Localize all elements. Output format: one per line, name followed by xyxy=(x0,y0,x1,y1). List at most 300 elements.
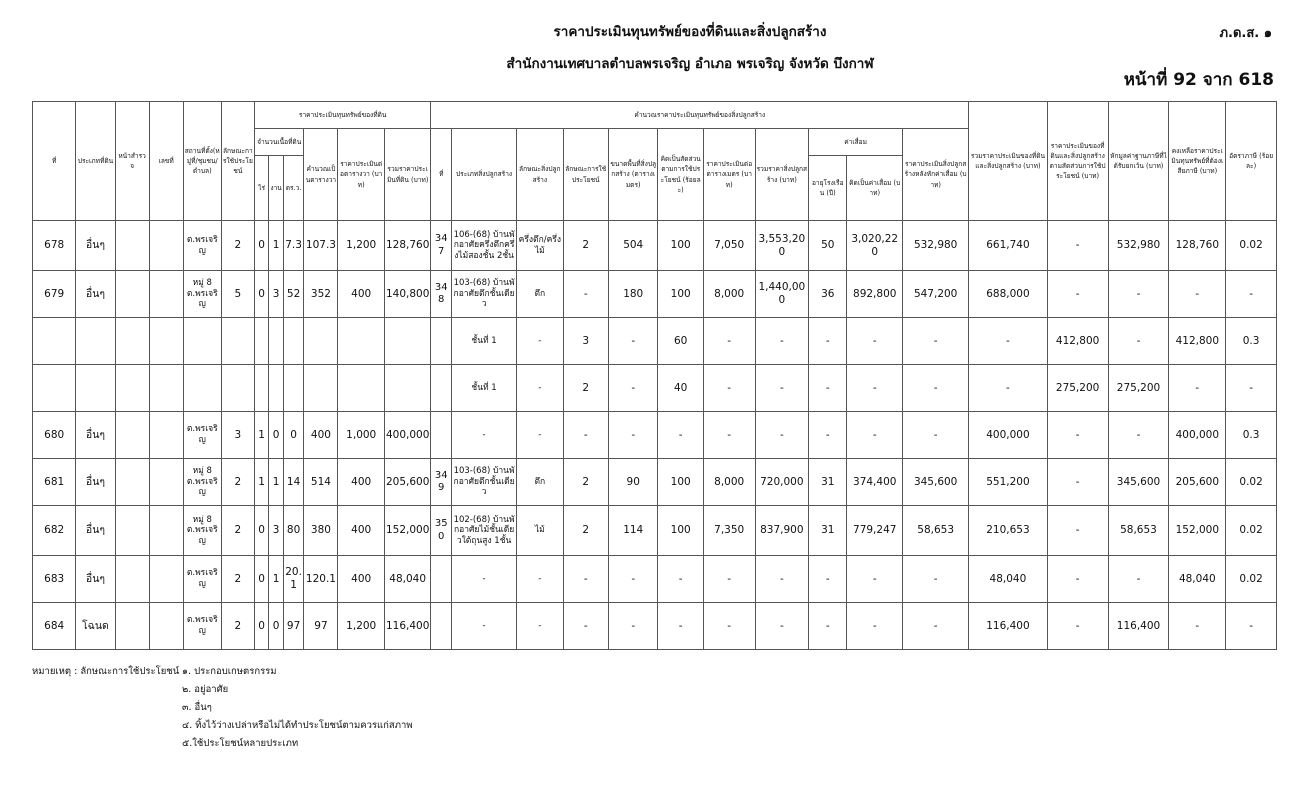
col-remaining: คงเหลือราคาประเมินทุนทรัพย์ที่ต้องเสียภาษี (บาท) xyxy=(1169,102,1226,221)
col-deduction: หักมูลค่าฐานภาษีที่ได้รับยกเว้น (บาท) xyxy=(1108,102,1169,221)
cell-by-use: - xyxy=(1047,271,1108,318)
cell-b-price-sqm: - xyxy=(703,365,755,412)
cell-b-total: - xyxy=(755,412,809,459)
cell-b-use: 2 xyxy=(563,506,608,556)
cell-b-price-sqm: 8,000 xyxy=(703,459,755,506)
cell-page-survey xyxy=(115,271,149,318)
cell-doc-no xyxy=(149,318,183,365)
cell-remaining: - xyxy=(1169,271,1226,318)
cell-b-use: - xyxy=(563,556,608,603)
cell-no: 678 xyxy=(33,221,76,271)
cell-b-price-sqm: - xyxy=(703,318,755,365)
cell-b-after-dep: - xyxy=(903,318,969,365)
cell-remaining: - xyxy=(1169,603,1226,650)
cell-dep-amount: 374,400 xyxy=(847,459,903,506)
cell-price-per-wa xyxy=(338,365,384,412)
cell-b-pct: 40 xyxy=(658,365,703,412)
cell-ngan: 1 xyxy=(269,221,283,271)
cell-b-after-dep: 532,980 xyxy=(903,221,969,271)
cell-b-char: - xyxy=(517,603,563,650)
cell-grand-total: 210,653 xyxy=(969,506,1047,556)
cell-b-char: ไม้ xyxy=(517,506,563,556)
cell-dep-amount: - xyxy=(847,318,903,365)
note-item: ๒. อยู่อาศัย xyxy=(182,684,229,695)
cell-location: ต.พรเจริญ xyxy=(183,556,221,603)
cell-price-per-wa: 400 xyxy=(338,271,384,318)
table-row xyxy=(33,221,1277,271)
cell-b-use: 2 xyxy=(563,459,608,506)
cell-doc-no xyxy=(149,556,183,603)
cell-b-total: 720,000 xyxy=(755,459,809,506)
cell-wa: 97 xyxy=(283,603,304,650)
col-by-use: ราคาประเมินของที่ดินและสิ่งปลูกสร้างตามสัดส่วนการใช้ประโยชน์ (บาท) xyxy=(1047,102,1108,221)
cell-ngan xyxy=(269,318,283,365)
note-item: ๕.ใช้ประโยชน์หลายประเภท xyxy=(182,738,299,749)
cell-wa: 20.1 xyxy=(283,556,304,603)
cell-by-use: - xyxy=(1047,459,1108,506)
cell-tax-rate: 0.3 xyxy=(1226,318,1277,365)
cell-b-char: - xyxy=(517,412,563,459)
cell-remaining: 412,800 xyxy=(1169,318,1226,365)
cell-tax-rate: - xyxy=(1226,271,1277,318)
cell-wa: 80 xyxy=(283,506,304,556)
col-wa: ตร.ว. xyxy=(283,156,304,221)
cell-page-survey xyxy=(115,603,149,650)
cell-page-survey xyxy=(115,506,149,556)
cell-b-after-dep: - xyxy=(903,556,969,603)
cell-b-total: - xyxy=(755,318,809,365)
cell-remaining: 152,000 xyxy=(1169,506,1226,556)
cell-b-type: - xyxy=(452,412,517,459)
cell-b-area: 504 xyxy=(608,221,658,271)
cell-wa: 14 xyxy=(283,459,304,506)
cell-grand-total: 688,000 xyxy=(969,271,1047,318)
cell-tax-rate: 0.02 xyxy=(1226,221,1277,271)
cell-age: - xyxy=(809,556,847,603)
table-row xyxy=(33,271,1277,318)
cell-calc-wa: 107.3 xyxy=(304,221,338,271)
table-row xyxy=(33,603,1277,650)
cell-page-survey xyxy=(115,365,149,412)
cell-ngan: 3 xyxy=(269,271,283,318)
cell-by-use: - xyxy=(1047,412,1108,459)
cell-wa xyxy=(283,365,304,412)
cell-rai: 0 xyxy=(254,271,268,318)
cell-land-type: อื่นๆ xyxy=(76,221,115,271)
cell-b-area: - xyxy=(608,603,658,650)
cell-remaining: - xyxy=(1169,365,1226,412)
cell-doc-no xyxy=(149,412,183,459)
cell-deduction: 532,980 xyxy=(1108,221,1169,271)
cell-use-type: 2 xyxy=(221,459,254,506)
cell-b-char: - xyxy=(517,556,563,603)
cell-b-use: - xyxy=(563,271,608,318)
cell-age: 50 xyxy=(809,221,847,271)
cell-b-pct: - xyxy=(658,412,703,459)
cell-land-total: 400,000 xyxy=(384,412,431,459)
cell-price-per-wa: 400 xyxy=(338,556,384,603)
cell-doc-no xyxy=(149,221,183,271)
cell-rai xyxy=(254,365,268,412)
col-doc-no: เลขที่ xyxy=(149,102,183,221)
cell-by-use: - xyxy=(1047,506,1108,556)
col-grand-total: รวมราคาประเมินของที่ดินและสิ่งปลูกสร้าง (บาท) xyxy=(969,102,1047,221)
cell-dep-amount: - xyxy=(847,556,903,603)
col-building-no: ที่ xyxy=(431,129,452,221)
cell-b-total: - xyxy=(755,365,809,412)
cell-by-use: 412,800 xyxy=(1047,318,1108,365)
cell-b-type: - xyxy=(452,556,517,603)
cell-b-price-sqm: 8,000 xyxy=(703,271,755,318)
cell-location: หมู่ 8 ต.พรเจริญ xyxy=(183,459,221,506)
cell-b-type: ชั้นที่ 1 xyxy=(452,318,517,365)
group-land: ราคาประเมินทุนทรัพย์ของที่ดิน xyxy=(254,102,431,129)
cell-rai: 0 xyxy=(254,603,268,650)
table-row xyxy=(33,412,1277,459)
cell-calc-wa: 352 xyxy=(304,271,338,318)
cell-page-survey xyxy=(115,221,149,271)
cell-grand-total: - xyxy=(969,318,1047,365)
cell-b-price-sqm: - xyxy=(703,556,755,603)
notes-label: หมายเหตุ : ลักษณะการใช้ประโยชน์ xyxy=(32,666,180,677)
cell-price-per-wa: 1,200 xyxy=(338,603,384,650)
cell-age: 36 xyxy=(809,271,847,318)
cell-calc-wa xyxy=(304,318,338,365)
col-age: อายุโรงเรือน (ปี) xyxy=(809,156,847,221)
cell-age: 31 xyxy=(809,459,847,506)
note-item: ๔. ทิ้งไว้ว่างเปล่าหรือไม่ได้ทำประโยชน์ตามควรแก่สภาพ xyxy=(182,720,413,731)
cell-dep-amount: - xyxy=(847,365,903,412)
cell-calc-wa: 514 xyxy=(304,459,338,506)
cell-b-no: 347 xyxy=(431,221,452,271)
cell-rai: 1 xyxy=(254,412,268,459)
col-building-price-sqm: ราคาประเมินต่อตารางเมตร (บาท) xyxy=(703,129,755,221)
cell-b-price-sqm: 7,050 xyxy=(703,221,755,271)
cell-land-total: 152,000 xyxy=(384,506,431,556)
cell-tax-rate: 0.02 xyxy=(1226,556,1277,603)
cell-dep-amount: - xyxy=(847,603,903,650)
cell-tax-rate: - xyxy=(1226,603,1277,650)
col-land-total: รวมราคาประเมินที่ดิน (บาท) xyxy=(384,129,431,221)
cell-b-no: 348 xyxy=(431,271,452,318)
cell-b-pct: - xyxy=(658,556,703,603)
cell-price-per-wa: 400 xyxy=(338,459,384,506)
cell-page-survey xyxy=(115,459,149,506)
col-land-type: ประเภทที่ดิน xyxy=(76,102,115,221)
cell-b-no xyxy=(431,365,452,412)
cell-page-survey xyxy=(115,556,149,603)
cell-b-pct: 100 xyxy=(658,221,703,271)
cell-rai: 0 xyxy=(254,221,268,271)
cell-rai: 0 xyxy=(254,556,268,603)
cell-b-type: 106-(68) บ้านพักอาศัยครึ่งตึกครึ่งไม้สองชั้น 2ชั้น xyxy=(452,221,517,271)
cell-by-use: 275,200 xyxy=(1047,365,1108,412)
col-no: ที่ xyxy=(33,102,76,221)
cell-b-area: 90 xyxy=(608,459,658,506)
cell-deduction: 116,400 xyxy=(1108,603,1169,650)
cell-b-area: - xyxy=(608,365,658,412)
cell-b-price-sqm: - xyxy=(703,412,755,459)
cell-b-total: 1,440,000 xyxy=(755,271,809,318)
cell-price-per-wa: 400 xyxy=(338,506,384,556)
cell-doc-no xyxy=(149,459,183,506)
cell-b-total: - xyxy=(755,603,809,650)
cell-location: หมู่ 8 ต.พรเจริญ xyxy=(183,506,221,556)
col-use-type: ลักษณะการใช้ประโยชน์ xyxy=(221,102,254,221)
cell-land-total: 205,600 xyxy=(384,459,431,506)
cell-tax-rate: 0.02 xyxy=(1226,506,1277,556)
group-land-area: จำนวนเนื้อที่ดิน xyxy=(254,129,304,156)
cell-land-type: อื่นๆ xyxy=(76,271,115,318)
cell-doc-no xyxy=(149,271,183,318)
table-body xyxy=(33,221,1277,650)
cell-b-use: - xyxy=(563,603,608,650)
notes xyxy=(32,663,413,753)
cell-b-price-sqm: - xyxy=(703,603,755,650)
cell-remaining: 128,760 xyxy=(1169,221,1226,271)
cell-deduction: - xyxy=(1108,318,1169,365)
cell-b-use: 2 xyxy=(563,365,608,412)
cell-b-pct: - xyxy=(658,603,703,650)
cell-b-no xyxy=(431,318,452,365)
cell-price-per-wa: 1,200 xyxy=(338,221,384,271)
cell-tax-rate: - xyxy=(1226,365,1277,412)
cell-b-pct: 100 xyxy=(658,459,703,506)
col-rai: ไร่ xyxy=(254,156,268,221)
cell-land-type: อื่นๆ xyxy=(76,412,115,459)
cell-remaining: 400,000 xyxy=(1169,412,1226,459)
cell-b-total: - xyxy=(755,556,809,603)
cell-no: 681 xyxy=(33,459,76,506)
cell-b-char: - xyxy=(517,318,563,365)
cell-calc-wa: 400 xyxy=(304,412,338,459)
cell-b-char: ตึก xyxy=(517,459,563,506)
cell-deduction: - xyxy=(1108,556,1169,603)
cell-deduction: 345,600 xyxy=(1108,459,1169,506)
cell-no: 682 xyxy=(33,506,76,556)
cell-b-area: - xyxy=(608,412,658,459)
cell-age: - xyxy=(809,365,847,412)
cell-b-total: 3,553,200 xyxy=(755,221,809,271)
cell-calc-wa: 97 xyxy=(304,603,338,650)
cell-b-after-dep: - xyxy=(903,365,969,412)
cell-land-type: อื่นๆ xyxy=(76,556,115,603)
cell-deduction: 275,200 xyxy=(1108,365,1169,412)
cell-land-total: 140,800 xyxy=(384,271,431,318)
cell-calc-wa: 380 xyxy=(304,506,338,556)
cell-b-after-dep: 547,200 xyxy=(903,271,969,318)
document-subtitle: สำนักงานเทศบาลตำบลพรเจริญ อำเภอ พรเจริญ จังหวัด บึงกาฬ xyxy=(506,56,874,72)
col-building-area: ขนาดพื้นที่สิ่งปลูกสร้าง (ตารางเมตร) xyxy=(608,129,658,221)
cell-land-type: อื่นๆ xyxy=(76,459,115,506)
col-building-type: ประเภทสิ่งปลูกสร้าง xyxy=(452,129,517,221)
cell-wa: 52 xyxy=(283,271,304,318)
cell-no: 683 xyxy=(33,556,76,603)
cell-b-char: ครึ่งตึก/ครึ่งไม้ xyxy=(517,221,563,271)
cell-price-per-wa: 1,000 xyxy=(338,412,384,459)
cell-b-char: - xyxy=(517,365,563,412)
cell-b-area: 114 xyxy=(608,506,658,556)
cell-by-use: - xyxy=(1047,603,1108,650)
cell-b-type: ชั้นที่ 1 xyxy=(452,365,517,412)
cell-deduction: - xyxy=(1108,271,1169,318)
cell-b-area: - xyxy=(608,318,658,365)
cell-b-char: ตึก xyxy=(517,271,563,318)
cell-by-use: - xyxy=(1047,556,1108,603)
col-calc-wa: คำนวณเป็นตารางวา xyxy=(304,129,338,221)
cell-ngan: 0 xyxy=(269,412,283,459)
cell-by-use: - xyxy=(1047,221,1108,271)
col-building-total: รวมราคาสิ่งปลูกสร้าง (บาท) xyxy=(755,129,809,221)
cell-page-survey xyxy=(115,318,149,365)
cell-rai: 1 xyxy=(254,459,268,506)
col-location: สถานที่ตั้ง(หมู่ที่/ชุมชน/ตำบล) xyxy=(183,102,221,221)
cell-b-type: 103-(68) บ้านพักอาศัยตึกชั้นเดียว xyxy=(452,459,517,506)
cell-location: ต.พรเจริญ xyxy=(183,412,221,459)
cell-ngan: 1 xyxy=(269,556,283,603)
col-after-dep: ราคาประเมินสิ่งปลูกสร้างหลังหักค่าเสื่อม (บาท) xyxy=(903,129,969,221)
cell-b-pct: 100 xyxy=(658,506,703,556)
cell-b-after-dep: - xyxy=(903,412,969,459)
page-number: หน้าที่ 92 จาก 618 xyxy=(1123,70,1274,90)
cell-dep-amount: 3,020,220 xyxy=(847,221,903,271)
cell-no xyxy=(33,318,76,365)
cell-use-type: 2 xyxy=(221,556,254,603)
cell-location xyxy=(183,365,221,412)
cell-b-type: - xyxy=(452,603,517,650)
cell-b-no xyxy=(431,412,452,459)
cell-b-type: 102-(68) บ้านพักอาศัยไม้ชั้นเดียวใต้ถุนสูง 1ชั้น xyxy=(452,506,517,556)
cell-use-type xyxy=(221,365,254,412)
cell-grand-total: 661,740 xyxy=(969,221,1047,271)
cell-location: ต.พรเจริญ xyxy=(183,603,221,650)
col-ngan: งาน xyxy=(269,156,283,221)
cell-price-per-wa xyxy=(338,318,384,365)
cell-use-type: 2 xyxy=(221,603,254,650)
cell-wa: 7.3 xyxy=(283,221,304,271)
col-page-survey: หน้าสำรวจ xyxy=(115,102,149,221)
cell-no: 684 xyxy=(33,603,76,650)
cell-age: - xyxy=(809,412,847,459)
cell-tax-rate: 0.02 xyxy=(1226,459,1277,506)
cell-b-use: - xyxy=(563,412,608,459)
table-row xyxy=(33,556,1277,603)
cell-land-type xyxy=(76,365,115,412)
cell-grand-total: 48,040 xyxy=(969,556,1047,603)
cell-deduction: - xyxy=(1108,412,1169,459)
cell-ngan: 1 xyxy=(269,459,283,506)
col-dep-amount: คิดเป็นค่าเสื่อม (บาท) xyxy=(847,156,903,221)
cell-age: - xyxy=(809,603,847,650)
col-building-pct: คิดเป็นสัดส่วนตามการใช้ประโยชน์ (ร้อยละ) xyxy=(658,129,703,221)
cell-b-after-dep: 58,653 xyxy=(903,506,969,556)
table-row xyxy=(33,459,1277,506)
cell-land-type: อื่นๆ xyxy=(76,506,115,556)
col-tax-rate: อัตราภาษี (ร้อยละ) xyxy=(1226,102,1277,221)
cell-b-use: 3 xyxy=(563,318,608,365)
note-item: ๓. อื่นๆ xyxy=(182,702,212,713)
cell-dep-amount: 779,247 xyxy=(847,506,903,556)
group-depreciation: ค่าเสื่อม xyxy=(809,129,903,156)
cell-use-type: 2 xyxy=(221,506,254,556)
document-title: ราคาประเมินทุนทรัพย์ของที่ดินและสิ่งปลูกสร้าง xyxy=(553,24,827,40)
cell-b-pct: 60 xyxy=(658,318,703,365)
cell-grand-total: 551,200 xyxy=(969,459,1047,506)
cell-age: - xyxy=(809,318,847,365)
cell-location: ต.พรเจริญ xyxy=(183,221,221,271)
cell-location xyxy=(183,318,221,365)
cell-doc-no xyxy=(149,603,183,650)
cell-use-type: 3 xyxy=(221,412,254,459)
cell-b-after-dep: - xyxy=(903,603,969,650)
cell-land-total: 48,040 xyxy=(384,556,431,603)
cell-b-pct: 100 xyxy=(658,271,703,318)
cell-rai xyxy=(254,318,268,365)
group-building: คำนวณราคาประเมินทุนทรัพย์ของสิ่งปลูกสร้าง xyxy=(431,102,969,129)
cell-grand-total: 400,000 xyxy=(969,412,1047,459)
col-price-per-wa: ราคาประเมินต่อตารางวา (บาท) xyxy=(338,129,384,221)
col-building-use: ลักษณะการใช้ประโยชน์ xyxy=(563,129,608,221)
cell-use-type: 2 xyxy=(221,221,254,271)
cell-grand-total: 116,400 xyxy=(969,603,1047,650)
cell-land-total: 128,760 xyxy=(384,221,431,271)
cell-deduction: 58,653 xyxy=(1108,506,1169,556)
cell-location: หมู่ 8 ต.พรเจริญ xyxy=(183,271,221,318)
cell-b-no xyxy=(431,603,452,650)
cell-wa xyxy=(283,318,304,365)
table-row xyxy=(33,365,1277,412)
note-item: ๑. ประกอบเกษตรกรรม xyxy=(182,666,277,677)
cell-ngan xyxy=(269,365,283,412)
cell-doc-no xyxy=(149,365,183,412)
cell-remaining: 48,040 xyxy=(1169,556,1226,603)
cell-grand-total: - xyxy=(969,365,1047,412)
cell-use-type xyxy=(221,318,254,365)
cell-calc-wa: 120.1 xyxy=(304,556,338,603)
col-building-char: ลักษณะสิ่งปลูกสร้าง xyxy=(517,129,563,221)
cell-land-total xyxy=(384,318,431,365)
table-row xyxy=(33,506,1277,556)
cell-no: 680 xyxy=(33,412,76,459)
cell-dep-amount: - xyxy=(847,412,903,459)
cell-land-type xyxy=(76,318,115,365)
cell-b-use: 2 xyxy=(563,221,608,271)
cell-rai: 0 xyxy=(254,506,268,556)
cell-age: 31 xyxy=(809,506,847,556)
cell-doc-no xyxy=(149,506,183,556)
cell-land-total: 116,400 xyxy=(384,603,431,650)
cell-b-price-sqm: 7,350 xyxy=(703,506,755,556)
cell-b-no: 350 xyxy=(431,506,452,556)
cell-tax-rate: 0.3 xyxy=(1226,412,1277,459)
cell-no: 679 xyxy=(33,271,76,318)
cell-calc-wa xyxy=(304,365,338,412)
cell-b-area: 180 xyxy=(608,271,658,318)
table-row xyxy=(33,318,1277,365)
cell-remaining: 205,600 xyxy=(1169,459,1226,506)
cell-ngan: 0 xyxy=(269,603,283,650)
cell-wa: 0 xyxy=(283,412,304,459)
cell-b-total: 837,900 xyxy=(755,506,809,556)
cell-b-after-dep: 345,600 xyxy=(903,459,969,506)
cell-b-no: 349 xyxy=(431,459,452,506)
cell-land-total xyxy=(384,365,431,412)
cell-no xyxy=(33,365,76,412)
cell-ngan: 3 xyxy=(269,506,283,556)
form-code: ภ.ด.ส. ๑ xyxy=(1219,26,1272,41)
cell-use-type: 5 xyxy=(221,271,254,318)
cell-b-type: 103-(68) บ้านพักอาศัยตึกชั้นเดียว xyxy=(452,271,517,318)
